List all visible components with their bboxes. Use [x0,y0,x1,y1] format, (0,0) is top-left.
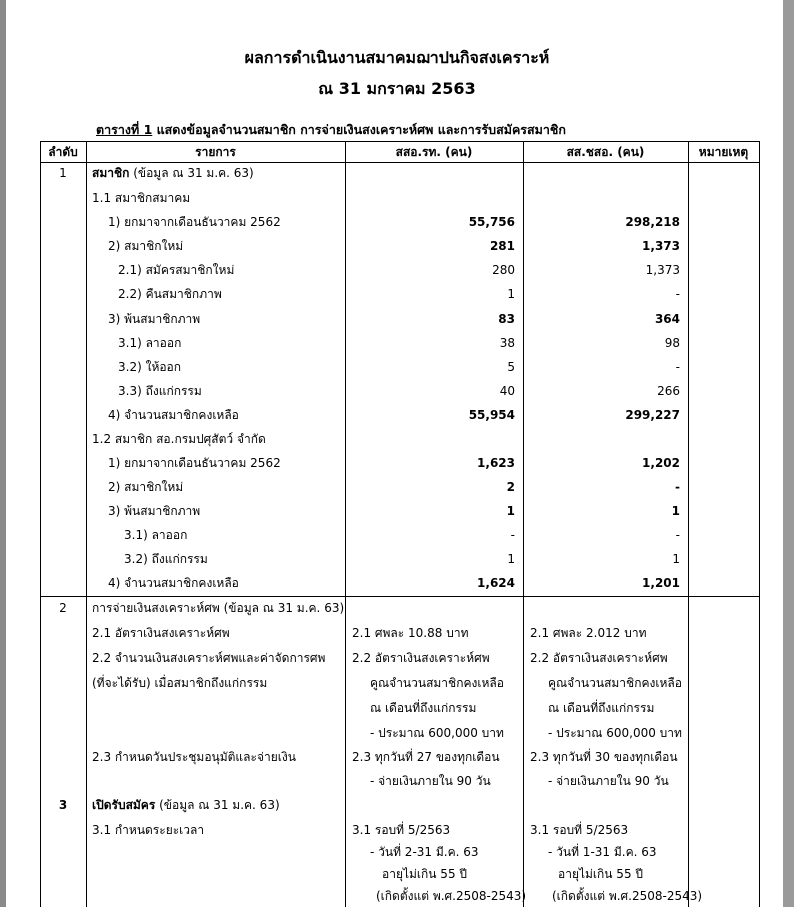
s1-r9-b: 299,227 [625,408,680,422]
s1-r5-label: 3) พ้นสมาชิกภาพ [108,312,201,326]
s1b-r6-a: 1,624 [477,576,515,590]
s1-r8-label: 3.3) ถึงแก่กรรม [118,384,202,398]
s2-r3-b-1: 2.3 ทุกวันที่ 30 ของทุกเดือน [530,750,678,764]
s1-r4-a: 1 [507,287,515,301]
s1b-r5-label: 3.2) ถึงแก่กรรม [124,552,208,566]
s1b-r6-label: 4) จำนวนสมาชิกคงเหลือ [108,576,239,590]
col-rule-left [40,141,41,907]
s1b-r2-a: 2 [506,480,515,494]
s2-r2-label-1: 2.2 จำนวนเงินสงเคราะห์ศพและค่าจัดการศพ [92,651,326,665]
s3-a-4: (เกิดตั้งแต่ พ.ศ.2508-2543) [376,889,527,903]
section1-heading-bold: สมาชิก [92,166,130,180]
s2-r3-b-2: - จ่ายเงินภายใน 90 วัน [548,774,669,788]
s2-r2-a-3: ณ เดือนที่ถึงแก่กรรม [370,701,477,715]
section1-no: 1 [59,166,67,180]
section1-sub1: 1.1 สมาชิกสมาคม [92,191,191,205]
section1-heading [92,166,254,180]
s1-r7-label: 3.2) ให้ออก [118,360,182,374]
s1-r1-b: 298,218 [625,215,680,229]
s1b-r1-a: 1,623 [477,456,515,470]
s2-r2-b-2: คูณจำนวนสมาชิกคงเหลือ [548,676,682,690]
s1b-r4-a: - [510,528,515,542]
s1b-r4-b: - [675,528,680,542]
s1-r4-b: - [675,287,680,301]
s1b-r3-label: 3) พ้นสมาชิกภาพ [108,504,201,518]
header-item: รายการ [195,145,236,159]
s1b-r3-b: 1 [671,504,680,518]
s2-r1-b: 2.1 ศพละ 2.012 บาท [530,626,647,640]
table-header-rule [40,162,760,163]
s1-r9-a: 55,954 [468,408,515,422]
s1-r3-b: 1,373 [645,263,680,277]
section-divider-rule [40,596,760,597]
s1-r7-b: - [675,360,680,374]
col-rule-4 [688,141,689,907]
s1-r6-label: 3.1) ลาออก [118,336,182,350]
page-right-edge [783,0,794,907]
s3-a-2: - วันที่ 2-31 มี.ค. 63 [370,845,479,859]
header-col-a: สสอ.รท. (คน) [395,145,473,159]
s3-b-4: (เกิดตั้งแต่ พ.ศ.2508-2543) [552,889,703,903]
s2-r2-b-3: ณ เดือนที่ถึงแก่กรรม [548,701,655,715]
s1-r3-a: 280 [492,263,515,277]
section1-heading-rest: (ข้อมูล ณ 31 ม.ค. 63) [129,166,254,180]
s1-r1-a: 55,756 [468,215,515,229]
section1-sub2: 1.2 สมาชิก สอ.กรมปศุสัตว์ จำกัด [92,432,266,446]
s1b-r1-b: 1,202 [642,456,680,470]
s1b-r4-label: 3.1) ลาออก [124,528,188,542]
header-no: ลำดับ [48,145,78,159]
s2-r1-label: 2.1 อัตราเงินสงเคราะห์ศพ [92,626,230,640]
s3-a-1: 3.1 รอบที่ 5/2563 [352,823,451,837]
col-rule-1 [86,141,87,907]
s1-r2-label: 2) สมาชิกใหม่ [108,239,184,253]
s3-a-3: อายุไม่เกิน 55 ปี [382,867,468,881]
s3-r1-label: 3.1 กำหนดระยะเวลา [92,823,205,837]
table-caption-text: แสดงข้อมูลจำนวนสมาชิก การจ่ายเงินสงเคราะห์ศพ และการรับสมัครสมาชิก [152,122,566,137]
header-note: หมายเหตุ [698,145,749,159]
s1-r2-b: 1,373 [642,239,680,253]
section3-heading-rest: (ข้อมูล ณ 31 ม.ค. 63) [155,798,280,812]
s2-r2-a-1: 2.2 อัตราเงินสงเคราะห์ศพ [352,651,490,665]
page-left-edge [0,0,6,907]
s2-r2-a-4: - ประมาณ 600,000 บาท [370,726,504,740]
s2-r3-a-2: - จ่ายเงินภายใน 90 วัน [370,774,491,788]
s2-r3-label: 2.3 กำหนดวันประชุมอนุมัติและจ่ายเงิน [92,750,296,764]
s1-r2-a: 281 [489,239,515,253]
s1-r6-a: 38 [499,336,515,350]
s3-b-2: - วันที่ 1-31 มี.ค. 63 [548,845,657,859]
table-caption-label: ตารางที่ 1 [96,122,153,137]
s1-r1-label: 1) ยกมาจากเดือนธันวาคม 2562 [108,215,281,229]
s1b-r1-label: 1) ยกมาจากเดือนธันวาคม 2562 [108,456,281,470]
s1b-r5-b: 1 [672,552,680,566]
s1b-r5-a: 1 [507,552,515,566]
col-rule-2 [345,141,346,907]
col-rule-right [759,141,760,907]
s2-r2-a-2: คูณจำนวนสมาชิกคงเหลือ [370,676,504,690]
section2-heading: การจ่ายเงินสงเคราะห์ศพ (ข้อมูล ณ 31 ม.ค. 63) [92,601,345,615]
doc-date: ณ 31 มกราคม 2563 [318,79,476,98]
s1-r3-label: 2.1) สมัครสมาชิกใหม่ [118,263,235,277]
section3-heading-bold: เปิดรับสมัคร [92,798,156,812]
s1-r6-b: 98 [664,336,680,350]
s2-r2-b-4: - ประมาณ 600,000 บาท [548,726,682,740]
section2-no: 2 [59,601,67,615]
section3-no: 3 [58,798,68,812]
s2-r2-label-2: (ที่จะได้รับ) เมื่อสมาชิกถึงแก่กรรม [92,676,268,690]
s1-r7-a: 5 [507,360,515,374]
s3-b-3: อายุไม่เกิน 55 ปี [558,867,644,881]
s1-r8-b: 266 [657,384,680,398]
s1-r5-a: 83 [498,312,515,326]
col-rule-3 [523,141,524,907]
section3-heading [92,798,280,812]
table-top-rule [40,141,760,142]
table-caption [96,120,566,140]
s1-r8-a: 40 [499,384,515,398]
doc-title: ผลการดำเนินงานสมาคมฌาปนกิจสงเคราะห์ [244,48,550,67]
s2-r3-a-1: 2.3 ทุกวันที่ 27 ของทุกเดือน [352,750,500,764]
s2-r2-b-1: 2.2 อัตราเงินสงเคราะห์ศพ [530,651,668,665]
s1b-r2-b: - [675,480,680,494]
s1b-r6-b: 1,201 [642,576,680,590]
s1-r4-label: 2.2) คืนสมาชิกภาพ [118,287,222,301]
s1b-r2-label: 2) สมาชิกใหม่ [108,480,184,494]
s2-r1-a: 2.1 ศพละ 10.88 บาท [352,626,469,640]
s1-r5-b: 364 [654,312,680,326]
s3-b-1: 3.1 รอบที่ 5/2563 [530,823,629,837]
s1-r9-label: 4) จำนวนสมาชิกคงเหลือ [108,408,239,422]
s1b-r3-a: 1 [506,504,515,518]
header-col-b: สส.ชสอ. (คน) [566,145,645,159]
